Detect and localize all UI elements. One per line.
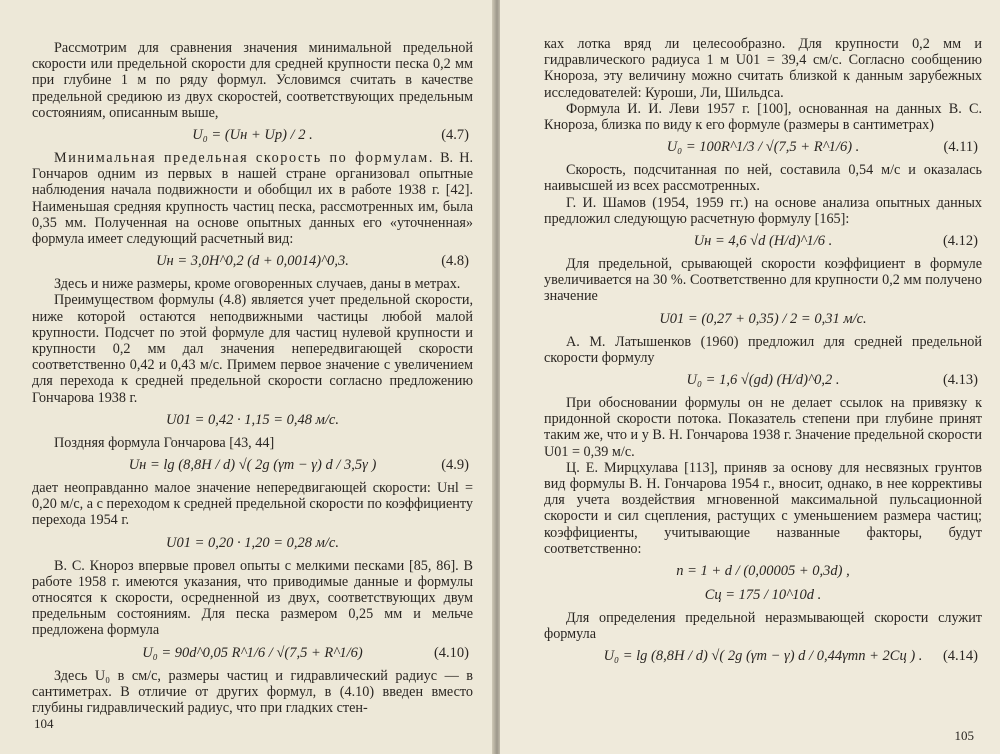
formula: U₀ = lg (8,8H / d) √( 2g (γт − γ) d / 0,44γтn + 2Cц ) . xyxy=(603,648,923,665)
formula: U₀ = 90d^0,05 R^1/6 / √(7,5 + R^1/6) xyxy=(142,644,363,661)
paragraph: дает неоправданно малое значение непередвигающей скорости: Uнl = 0,20 м/с, а с переходом к средней предельной скорости по коэффициенту перехода 1954 г. xyxy=(32,480,473,529)
equation-number: (4.9) xyxy=(441,457,469,474)
equation xyxy=(544,562,982,580)
equation xyxy=(32,411,473,429)
spaced-heading: Минимальная предельная скорость по формулам. xyxy=(54,150,434,167)
paragraph: Преимуществом формулы (4.8) является учет предельной скорости, ниже которой остаются неподвижными частицы любой малой крупности. Подсчет по этой формуле для частиц нулевой крупности и крупности 0,2 мм дал значения непередвигающей скорости соответственно 0,42 и 0,43 м/с. Примем первое значение с увеличением для перехода к средней предельной скорости согласно предложению Гончарова 1938 г. xyxy=(32,292,473,406)
equation-4-11 xyxy=(544,138,982,156)
equation xyxy=(544,310,982,328)
equation-number: (4.8) xyxy=(441,253,469,270)
page-number: 105 xyxy=(954,728,974,743)
right-page xyxy=(500,0,1000,754)
equation-4-14 xyxy=(544,647,982,665)
paragraph: А. М. Латышенков (1960) предложил для средней предельной скорости формулу xyxy=(544,333,982,366)
formula: Uн = 3,0H^0,2 (d + 0,0014)^0,3. xyxy=(156,253,349,270)
paragraph: Здесь и ниже размеры, кроме оговоренных случаев, даны в метрах. xyxy=(54,276,461,293)
paragraph: Для предельной, срывающей скорости коэффициент в формуле увеличивается на 30 %. Соответственно для крупности 0,2 мм получено значение xyxy=(544,256,982,305)
equation-4-7 xyxy=(32,126,473,144)
paragraph: Ц. Е. Мирцхулава [113], приняв за основу для несвязных грунтов вид формулы В. Н. Гончарова 1954 г., вносит, однако, в нее коррективы для учета воздействия мгновенной максимальной пульсационной скорости и сил сцепления, растущих с уменьшением размера частиц; коэффициенты, учитывающие названные факторы, будут соответственно: xyxy=(544,459,982,557)
paragraph: ках лотка вряд ли целесообразно. Для крупности 0,2 мм и гидравлического радиуса 1 м U01 = 39,4 см/с. Согласно сообщению Кнороза, эту величину можно считать близкой к данным зарубежных исследователей: Куроши, Ли, Шильдса. xyxy=(544,36,982,101)
formula: U₀ = 1,6 √(gd) (H/d)^0,2 . xyxy=(686,372,840,389)
page-number: 104 xyxy=(34,716,54,731)
equation-number: (4.13) xyxy=(942,372,978,389)
formula: Uн = 4,6 √d (H/d)^1/6 . xyxy=(693,233,833,250)
equation-number: (4.12) xyxy=(942,233,978,250)
paragraph: Поздняя формула Гончарова [43, 44] xyxy=(54,434,275,451)
equation-number: (4.10) xyxy=(433,644,469,661)
formula: Cц = 175 / 10^10d . xyxy=(704,587,822,604)
equation-4-8 xyxy=(32,252,473,270)
equation-4-9 xyxy=(32,456,473,474)
formula: U₀ = 100R^1/3 / √(7,5 + R^1/6) . xyxy=(666,139,860,156)
equation-number: (4.7) xyxy=(441,127,469,144)
formula: U01 = (0,27 + 0,35) / 2 = 0,31 м/с. xyxy=(659,310,867,327)
equation-number: (4.14) xyxy=(942,648,978,665)
paragraph: Рассмотрим для сравнения значения минимальной предельной скорости или предельной скорости для средней крупности песка 0,2 мм при глубине 1 м по ряду формул. Условимся считать в качестве предельной средиюю из двух скоростей, соответствующих предельным состояниям, описанным выше, xyxy=(32,40,473,121)
formula: Uн = lg (8,8H / d) √( 2g (γт − γ) d / 3,5γ ) xyxy=(128,457,377,474)
equation-4-12 xyxy=(544,232,982,250)
paragraph: Г. И. Шамов (1954, 1959 гг.) на основе анализа опытных данных предложил следующую расчетную формулу [165]: xyxy=(544,194,982,227)
paragraph-text: В. Н. Гончаров одним из первых в нашей стране организовал опытные наблюдения начала подвижности и обобщил их в работе 1938 г. [42]. Наименьшая средняя крупность частиц песка, рассмотренных им, была 0,35 мм. Полученная на основе опытных данных его «уточненная» формула имеет следующий расчетный вид: xyxy=(32,150,473,248)
equation-4-13 xyxy=(544,371,982,389)
formula: U01 = 0,42 · 1,15 = 0,48 м/с. xyxy=(165,411,339,428)
formula: U₀ = (Uн + Uр) / 2 . xyxy=(192,127,313,144)
equation xyxy=(544,586,982,604)
equation xyxy=(32,534,473,552)
paragraph: Скорость, подсчитанная по ней, составила 0,54 м/с и оказалась наивысшей из всех рассмотренных. xyxy=(544,162,982,195)
paragraph: При обосновании формулы он не делает ссылок на привязку к придонной скорости потока. Показатель степени при глубине принят таким же, что и у В. Н. Гончарова 1938 г. Значение предельной скорости U01 = 0,39 м/с. xyxy=(544,395,982,460)
paragraph: Формула И. И. Леви 1957 г. [100], основанная на данных В. С. Кнороза, близка по виду к его формуле (размеры в сантиметрах) xyxy=(544,100,982,134)
paragraph: В. С. Кнороз впервые провел опыты с мелкими песками [85, 86]. В работе 1958 г. имеются указания, что приводимые данные и формулы относятся к скорости, осредненной из двух, соответствующих двум предельным состояниям. Для песка размером 0,25 мм и мельче предложена формула xyxy=(32,557,473,639)
left-page xyxy=(0,0,495,754)
formula: U01 = 0,20 · 1,20 = 0,28 м/с. xyxy=(165,534,339,551)
equation-number: (4.11) xyxy=(943,139,978,156)
paragraph xyxy=(32,150,473,247)
equation-4-10 xyxy=(32,644,473,662)
paragraph: Для определения предельной неразмывающей скорости служит формула xyxy=(544,610,982,643)
paragraph: Здесь U₀ в см/с, размеры частиц и гидравлический радиус — в сантиметрах. В отличие от других формул, в (4.10) введен вместо глубины гидравлический радиус, что при гладких стен- xyxy=(32,667,473,717)
formula: n = 1 + d / (0,00005 + 0,3d) , xyxy=(676,563,850,580)
